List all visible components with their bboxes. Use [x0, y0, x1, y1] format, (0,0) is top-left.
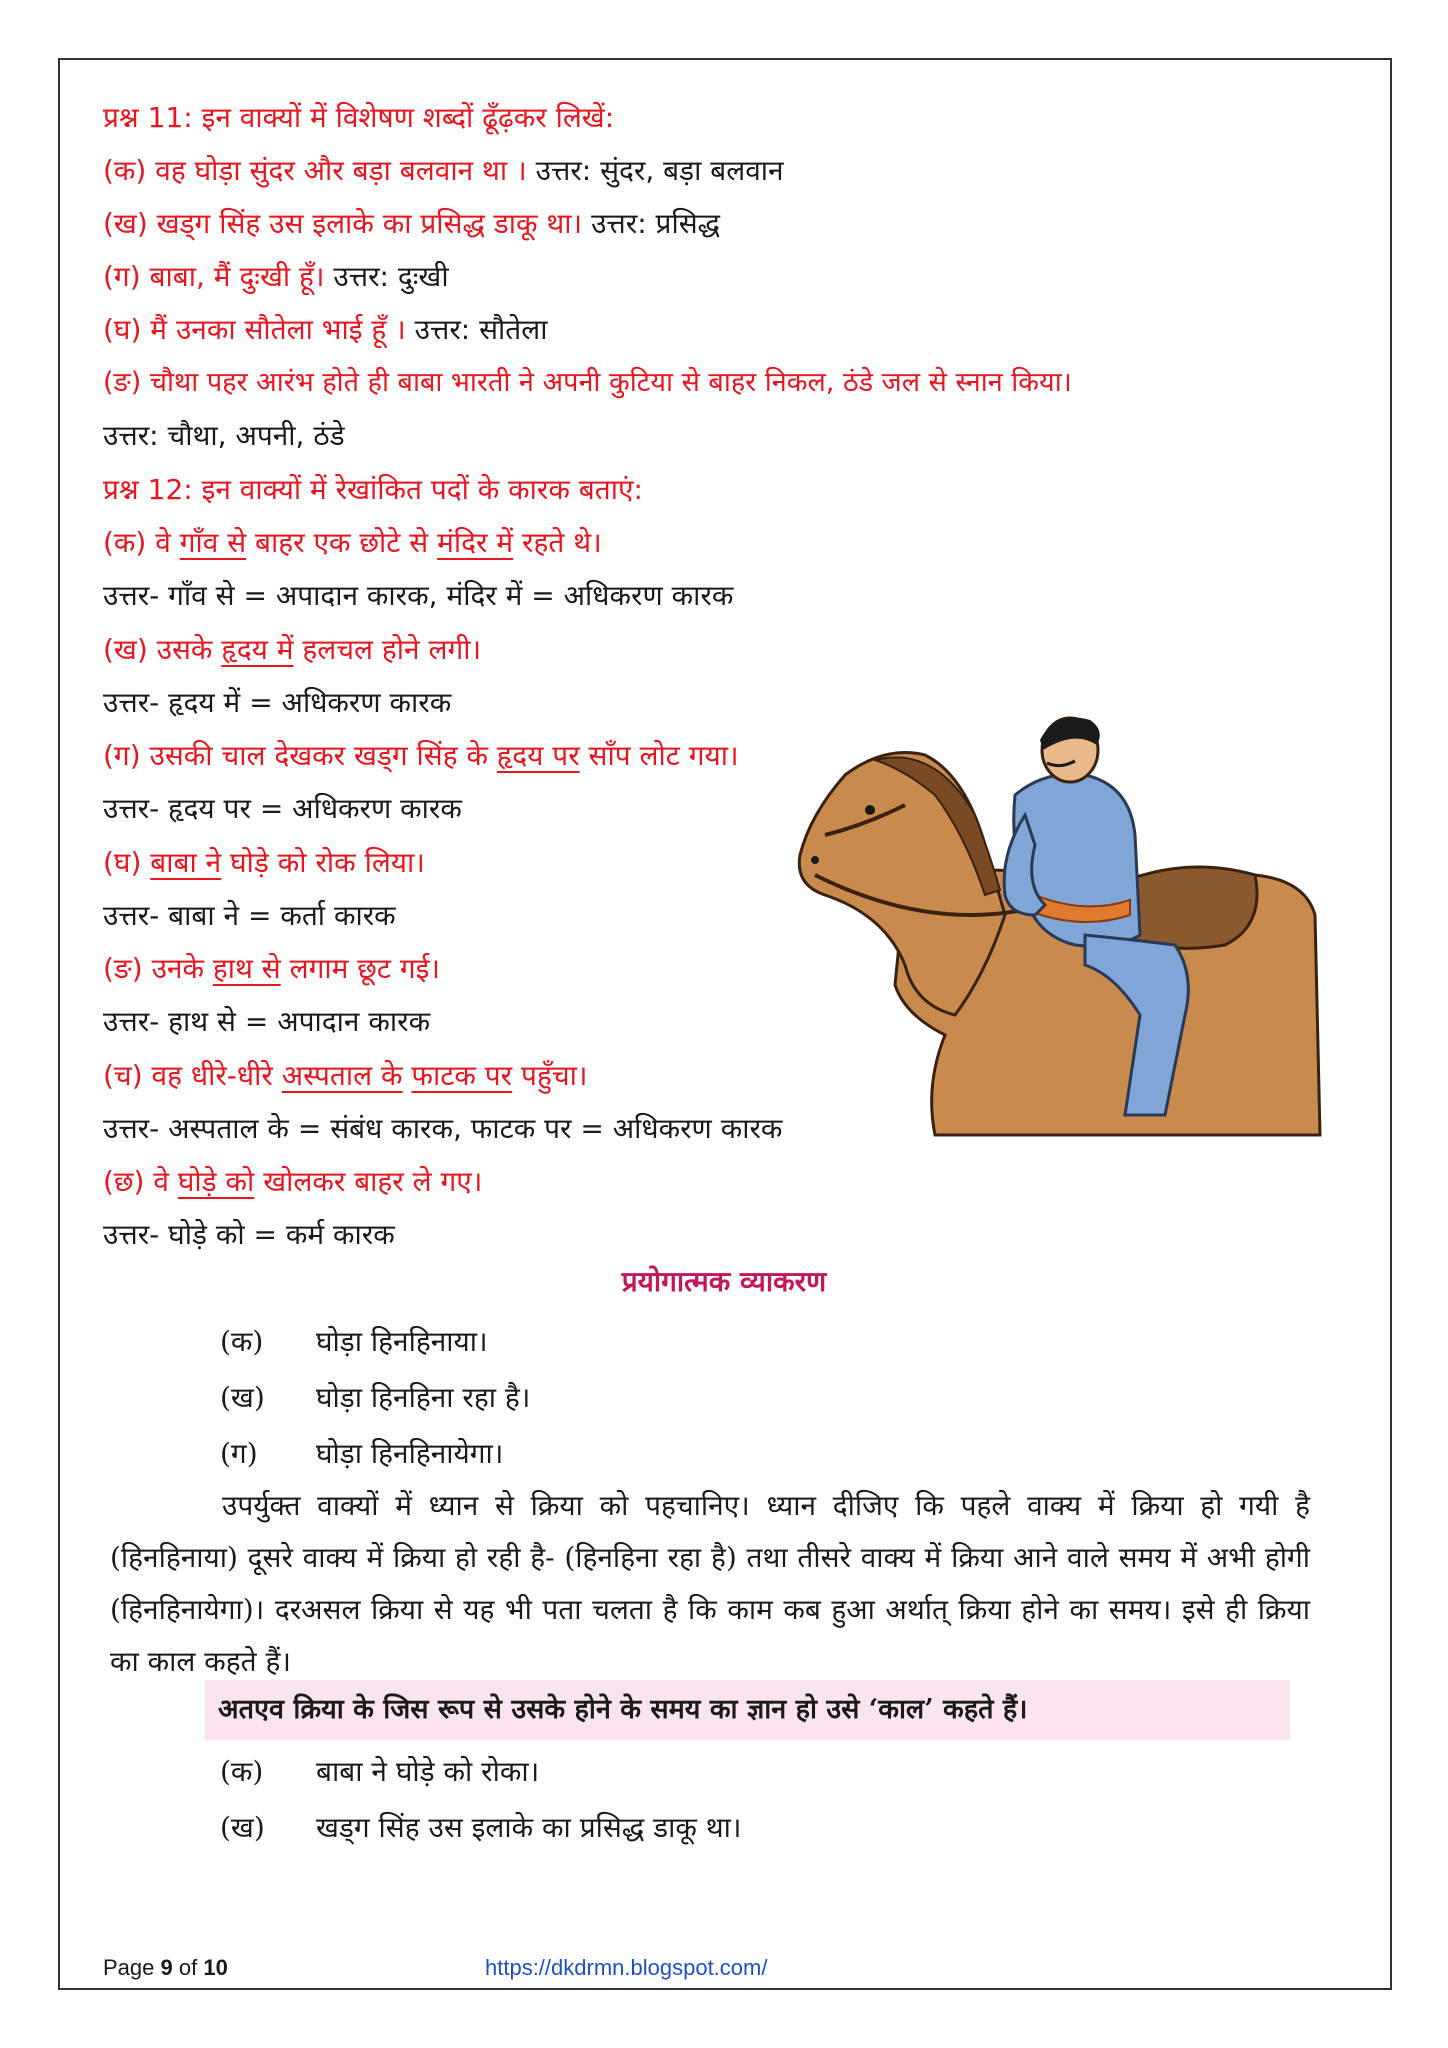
q12-answer-kha: उत्तर- हृदय में = अधिकरण कारक — [103, 686, 452, 719]
q11-item-ga: (ग) बाबा, मैं दुःखी हूँ। उत्तर: दुःखी — [103, 260, 449, 293]
q11-heading: प्रश्न 11: इन वाक्यों में विशेषण शब्दों ढूँढ़कर लिखें: — [103, 101, 615, 134]
q12-answer-ga: उत्तर- हृदय पर = अधिकरण कारक — [103, 792, 462, 825]
grammar-example1-ka: (क) घोड़ा हिनहिनाया। — [220, 1325, 488, 1358]
q12-heading: प्रश्न 12: इन वाक्यों में रेखांकित पदों के कारक बताएं: — [103, 473, 643, 506]
q12-item-cha: (च) वह धीरे-धीरे अस्पताल के फाटक पर पहुँचा। — [103, 1059, 588, 1092]
q12-answer-cha: उत्तर- अस्पताल के = संबंध कारक, फाटक पर = अधिकरण कारक — [103, 1112, 783, 1145]
definition-text: अतएव क्रिया के जिस रूप से उसके होने के समय का ज्ञान हो उसे ‘काल’ कहते हैं। — [218, 1694, 1028, 1725]
grammar-example2-ka: (क) बाबा ने घोड़े को रोका। — [220, 1755, 540, 1788]
q12-answer-gha: उत्तर- बाबा ने = कर्ता कारक — [103, 899, 396, 932]
q12-item-gha: (घ) बाबा ने घोड़े को रोक लिया। — [103, 846, 425, 879]
q11-item-kha: (ख) खड्ग सिंह उस इलाके का प्रसिद्ध डाकू था। उत्तर: प्रसिद्ध — [103, 207, 721, 240]
q12-answer-chha: उत्तर- घोड़े को = कर्म कारक — [103, 1218, 395, 1251]
grammar-example1-ga: (ग) घोड़ा हिनहिनायेगा। — [220, 1437, 504, 1470]
q12-item-chha: (छ) वे घोड़े को खोलकर बाहर ले गए। — [103, 1165, 483, 1198]
grammar-example1-kha: (ख) घोड़ा हिनहिना रहा है। — [220, 1381, 531, 1414]
q12-item-ka: (क) वे गाँव से बाहर एक छोटे से मंदिर में रहते थे। — [103, 526, 602, 559]
q12-answer-nga: उत्तर- हाथ से = अपादान कारक — [103, 1005, 431, 1038]
q11-item-nga-answer: उत्तर: चौथा, अपनी, ठंडे — [103, 419, 345, 452]
grammar-paragraph: उपर्युक्त वाक्यों में ध्यान से क्रिया को पहचानिए। ध्यान दीजिए कि पहले वाक्य में क्रिया हो गयी है (हिनहिनाया) दूसरे वाक्य में क्रिया हो रही है- (हिनहिना रहा है) तथा तीसरे वाक्य में क्रिया आने वाले समय में अभी होगी (हिनहिनायेगा)। दरअसल क्रिया से यह भी पता चलता है कि काम कब हुआ अर्थात् क्रिया होने का समय। इसे ही क्रिया का काल कहते हैं। — [110, 1489, 1310, 1678]
q12-item-nga: (ङ) उनके हाथ से लगाम छूट गई। — [103, 952, 441, 985]
page-number: Page 9 of 10 — [103, 1955, 228, 1980]
q12-item-kha: (ख) उसके हृदय में हलचल होने लगी। — [103, 633, 482, 666]
grammar-example2-kha: (ख) खड्ग सिंह उस इलाके का प्रसिद्ध डाकू था। — [220, 1811, 742, 1844]
q11-item-nga: (ङ) चौथा पहर आरंभ होते ही बाबा भारती ने अपनी कुटिया से बाहर निकल, ठंडे जल से स्नान किया। — [103, 367, 1072, 398]
q12-answer-ka: उत्तर- गाँव से = अपादान कारक, मंदिर में = अधिकरण कारक — [103, 579, 734, 612]
horse-rider-illustration — [785, 715, 1325, 1155]
grammar-title: प्रयोगात्मक व्याकरण — [621, 1265, 827, 1298]
q11-item-ka: (क) वह घोड़ा सुंदर और बड़ा बलवान था । उत्तर: सुंदर, बड़ा बलवान — [103, 154, 784, 187]
blog-link[interactable]: https://dkdrmn.blogspot.com/ — [485, 1955, 768, 1980]
q11-item-gha: (घ) मैं उनका सौतेला भाई हूँ । उत्तर: सौतेला — [103, 313, 548, 346]
q12-item-ga: (ग) उसकी चाल देखकर खड्ग सिंह के हृदय पर साँप लोट गया। — [103, 739, 739, 772]
